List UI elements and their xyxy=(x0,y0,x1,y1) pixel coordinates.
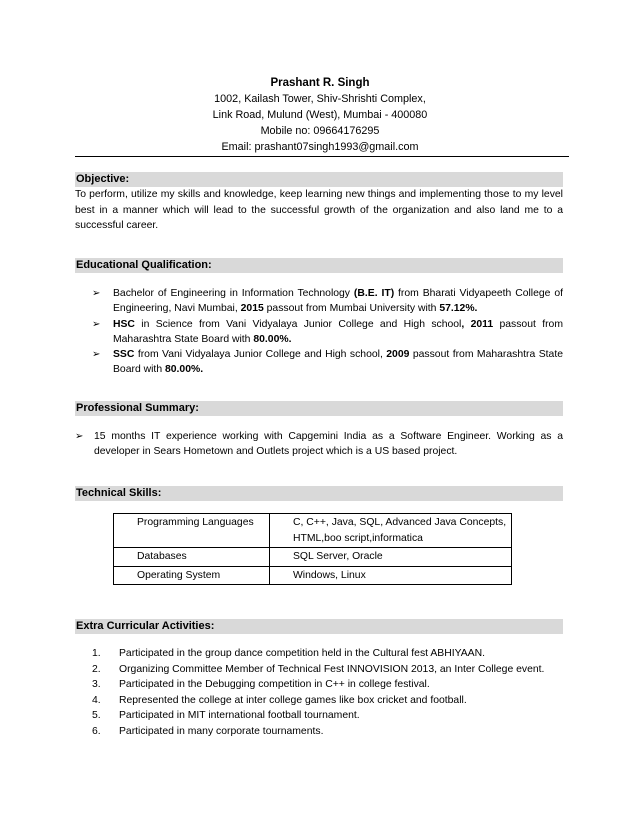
education-heading: Educational Qualification: xyxy=(75,258,563,273)
education-list xyxy=(75,286,563,378)
list-item: ➢ Bachelor of Engineering in Information Technology (B.E. IT) from Bharati Vidyapeeth College of Engineering, Navi Mumbai, 2015 passout from Mumbai University with 57.12%. xyxy=(92,288,563,315)
objective-text: To perform, utilize my skills and knowledge, keep learning new things and implementing those to my level best in a manner which will lead to the successful growth of the organization and also land me to a successful career. xyxy=(75,189,563,231)
list-item: 3. Participated in the Debugging competition in C++ in college festival. xyxy=(92,679,430,691)
header-divider xyxy=(75,156,569,157)
table-row xyxy=(114,548,512,567)
list-item: 5. Participated in MIT international football tournament. xyxy=(92,710,360,722)
candidate-name: Prashant R. Singh xyxy=(270,77,370,89)
arrow-bullet-icon: ➢ xyxy=(75,431,84,442)
email-address: Email: prashant07singh1993@gmail.com xyxy=(221,141,419,153)
list-item: 2. Organizing Committee Member of Technical Fest INNOVISION 2013, an Inter College event. xyxy=(92,663,545,675)
skill-category: Operating System xyxy=(114,566,270,585)
skills-heading: Technical Skills: xyxy=(75,486,563,501)
extra-heading: Extra Curricular Activities: xyxy=(75,619,563,634)
list-item: 6. Participated in many corporate tournaments. xyxy=(92,725,324,737)
skill-category: Programming Languages xyxy=(114,514,270,548)
table-row xyxy=(114,514,512,548)
skills-table xyxy=(113,513,512,585)
mobile-number: Mobile no: 09664176295 xyxy=(260,125,380,137)
objective-heading: Objective: xyxy=(75,172,563,187)
activities-list xyxy=(75,646,563,740)
skill-value: SQL Server, Oracle xyxy=(270,548,512,567)
summary-list xyxy=(75,429,563,460)
list-item xyxy=(75,429,563,460)
list-item: ➢ HSC in Science from Vani Vidyalaya Junior College and High school, 2011 passout from Maharashtra State Board with 80.00%. xyxy=(92,318,563,345)
skill-category: Databases xyxy=(114,548,270,567)
list-item: 4. Represented the college at inter college games like box cricket and football. xyxy=(92,694,467,706)
resume-header xyxy=(75,75,565,155)
list-item: 1. Participated in the group dance competition held in the Cultural fest ABHIYAAN. xyxy=(92,648,485,659)
address-line-2: Link Road, Mulund (West), Mumbai - 400080 xyxy=(212,109,428,121)
list-item: ➢ SSC from Vani Vidyalaya Junior College and High school, 2009 passout from Maharashtra State Board with 80.00%. xyxy=(92,349,563,376)
address-line-1: 1002, Kailash Tower, Shiv-Shrishti Complex, xyxy=(214,93,426,105)
summary-heading: Professional Summary: xyxy=(75,401,563,416)
arrow-bullet-icon: ➢ xyxy=(92,288,101,299)
skill-value: C, C++, Java, SQL, Advanced Java Concepts, HTML,boo script,informatica xyxy=(270,514,512,548)
arrow-bullet-icon: ➢ xyxy=(92,349,101,361)
table-row xyxy=(114,566,512,585)
skill-value: Windows, Linux xyxy=(270,566,512,585)
summary-text: 15 months IT experience working with Capgemini India as a Software Engineer. Working as a developer in Sears Hometown and Outlets project which is a US based project. xyxy=(94,431,563,458)
arrow-bullet-icon: ➢ xyxy=(92,318,101,330)
